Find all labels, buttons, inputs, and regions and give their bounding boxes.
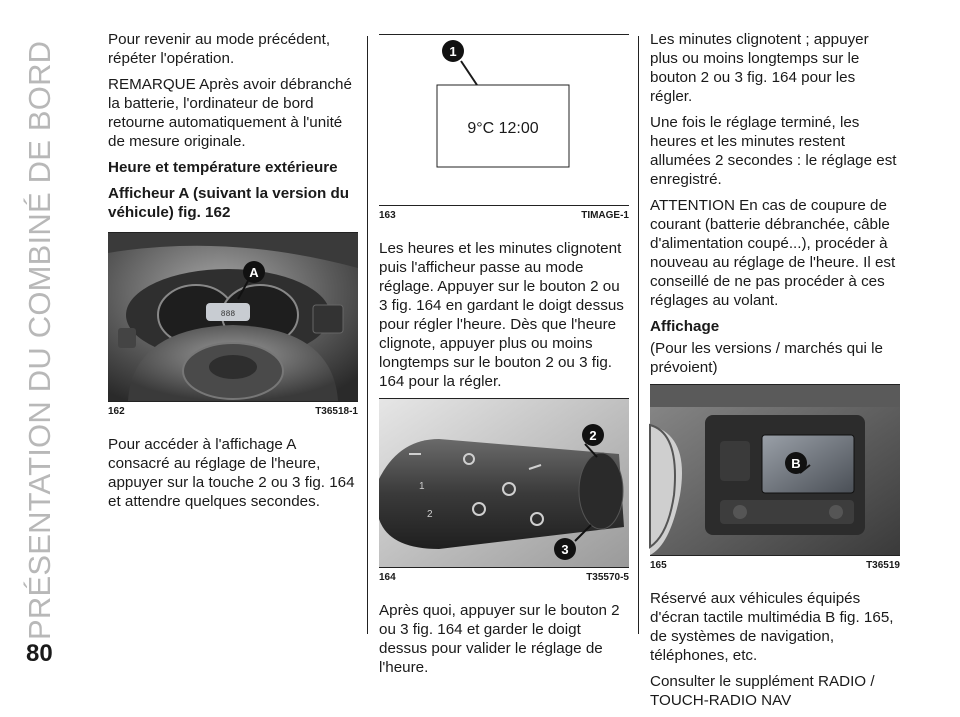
column-divider bbox=[638, 36, 639, 634]
paragraph: Pour revenir au mode précédent, répéter l'opération. bbox=[108, 31, 331, 67]
paragraph: Après quoi, appuyer sur le bouton 2 ou 3 fig. 164 et garder le doigt dessus pour valider le réglage de l'heure. bbox=[379, 602, 620, 676]
column-1 bbox=[108, 30, 358, 518]
callout-b-label: B bbox=[791, 456, 801, 471]
figure-163 bbox=[379, 34, 629, 221]
paragraph: Réservé aux véhicules équipés d'écran tactile multimédia B fig. 165, de systèmes de navigation, téléphones, etc. bbox=[650, 590, 894, 664]
page-number: 80 bbox=[26, 640, 53, 667]
display-diagram bbox=[379, 35, 629, 205]
column-divider bbox=[367, 36, 368, 634]
figure-number: 162 bbox=[108, 406, 125, 417]
section-heading: Affichage bbox=[650, 318, 720, 335]
figure-165 bbox=[650, 384, 900, 571]
figure-164 bbox=[379, 398, 629, 583]
figure-ref: T35570-5 bbox=[586, 572, 629, 583]
callout-1-label: 1 bbox=[449, 44, 457, 59]
callout-3-label: 3 bbox=[561, 542, 569, 557]
figure-number: 164 bbox=[379, 572, 396, 583]
remark-paragraph: REMARQUE Après avoir débranché la batterie, l'ordinateur de bord retourne automatiquement à l'unité de mesure originale. bbox=[108, 76, 352, 150]
figure-number: 165 bbox=[650, 560, 667, 571]
stalk-photo bbox=[379, 399, 629, 567]
figure-caption bbox=[379, 572, 629, 583]
display-text: 9°C 12:00 bbox=[467, 120, 539, 137]
figure-number: 163 bbox=[379, 210, 396, 221]
paragraph: Les minutes clignotent ; appuyer plus ou moins longtemps sur le bouton 2 ou 3 fig. 164 pour les régler. bbox=[650, 31, 869, 105]
paragraph: Pour accéder à l'affichage A consacré au réglage de l'heure, appuyer sur la touche 2 ou 3 fig. 164 et attendre quelques secondes. bbox=[108, 436, 355, 510]
figure-rule bbox=[379, 205, 629, 206]
figure-caption bbox=[379, 210, 629, 221]
figure-ref: T36518-1 bbox=[315, 406, 358, 417]
figure-rule bbox=[379, 567, 629, 568]
svg-text:2: 2 bbox=[427, 509, 433, 520]
section-heading: Heure et température extérieure bbox=[108, 159, 338, 176]
paragraph: Une fois le réglage terminé, les heures et les minutes restent allumées 2 secondes : le réglage est enregistré. bbox=[650, 114, 897, 188]
figure-caption bbox=[650, 560, 900, 571]
figure-ref: T36519 bbox=[866, 560, 900, 571]
figure-rule bbox=[108, 401, 358, 402]
figure-162 bbox=[108, 232, 358, 417]
multimedia-photo bbox=[650, 385, 900, 555]
column-2 bbox=[379, 30, 629, 684]
figure-ref: TIMAGE-1 bbox=[581, 210, 629, 221]
paragraph: Les heures et les minutes clignotent puis l'afficheur passe au mode réglage. Appuyer sur le bouton 2 ou 3 fig. 164 en gardant le doigt dessus pour régler l'heure. Dès que l'heure clignote, appuyer plus ou moins longtemps sur le bouton 2 ou 3 fig. 164 pour la régler. bbox=[379, 240, 624, 390]
subsection-heading: Afficheur A (suivant la version du véhicule) fig. 162 bbox=[108, 185, 350, 221]
callout-2-label: 2 bbox=[589, 428, 597, 443]
paragraph: Consulter le supplément RADIO / TOUCH-RADIO NAV bbox=[650, 673, 875, 709]
figure-caption bbox=[108, 406, 358, 417]
callout-a-label: A bbox=[249, 265, 259, 280]
svg-text:1: 1 bbox=[419, 481, 425, 492]
section-side-title: PRÉSENTATION DU COMBINÉ DE BORD bbox=[22, 40, 57, 640]
warning-paragraph: ATTENTION En cas de coupure de courant (batterie débranchée, câble d'alimentation coupé...), procéder à nouveau au réglage de l'heure. Il est conseillé de ne pas procéder à ces réglages au volant. bbox=[650, 197, 896, 309]
paragraph: (Pour les versions / marchés qui le prévoient) bbox=[650, 340, 883, 376]
column-3 bbox=[650, 30, 900, 717]
dashboard-photo bbox=[108, 233, 358, 401]
svg-text:888: 888 bbox=[220, 310, 236, 319]
figure-rule bbox=[650, 555, 900, 556]
